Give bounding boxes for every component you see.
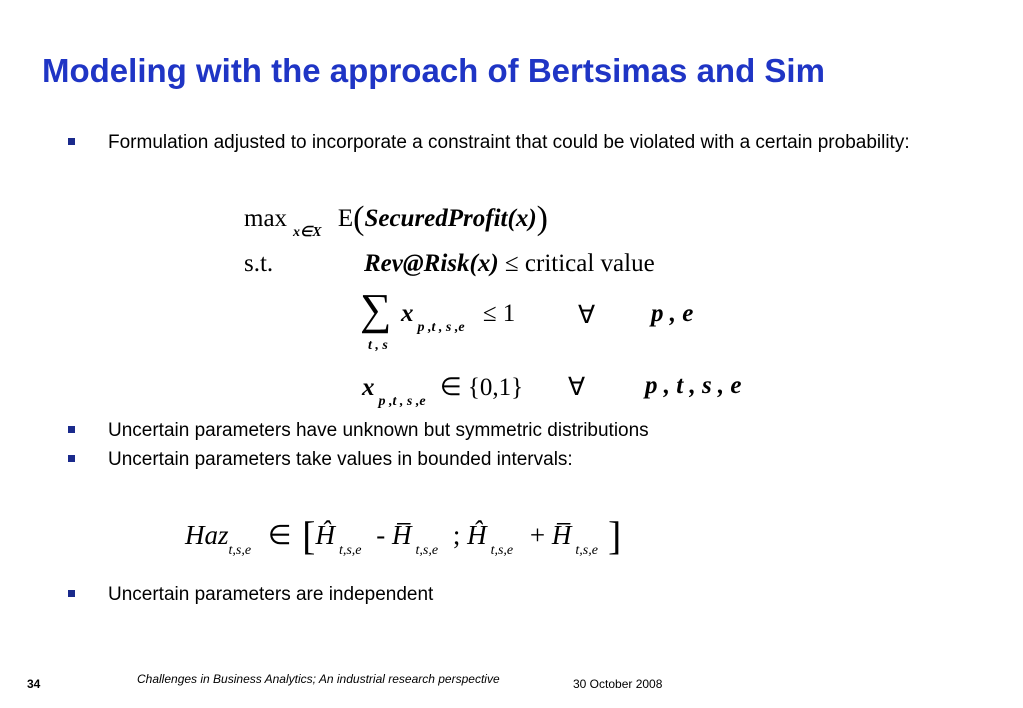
objective-right-paren: ) bbox=[536, 200, 548, 237]
leq-symbol: ≤ bbox=[504, 250, 519, 277]
bullet-marker bbox=[68, 590, 75, 597]
footer-date: 30 October 2008 bbox=[573, 677, 663, 691]
binary-constraint bbox=[362, 372, 524, 409]
summation-subscript: t , s bbox=[368, 338, 388, 353]
max-operator: max bbox=[244, 205, 288, 232]
bullet-text: Uncertain parameters take values in bounded intervals: bbox=[108, 449, 573, 470]
element-of-symbol: ∈ bbox=[267, 520, 292, 550]
h-hat-term: Ĥ bbox=[315, 520, 335, 550]
h-hat-subscript: t,s,e bbox=[338, 543, 362, 558]
h-bar-term: H̅ bbox=[551, 520, 572, 550]
bullet-text: Uncertain parameters are independent bbox=[108, 584, 434, 605]
left-bracket: [ bbox=[302, 513, 316, 558]
h-hat-term: Ĥ bbox=[467, 520, 487, 550]
bullet-marker bbox=[68, 138, 75, 145]
binary-index-set: p , t , s , e bbox=[645, 372, 742, 399]
constraint-index-set: p , e bbox=[651, 300, 694, 327]
objective-left-paren: ( bbox=[353, 200, 365, 237]
slide-title: Modeling with the approach of Bertsimas and Sim bbox=[42, 52, 825, 89]
assignment-constraint bbox=[401, 300, 516, 335]
max-subscript: x∈X bbox=[293, 225, 322, 240]
haz-term: Haz bbox=[185, 520, 229, 550]
leq-one: ≤ 1 bbox=[482, 300, 516, 327]
right-bracket: ] bbox=[607, 513, 622, 558]
footer-caption: Challenges in Business Analytics; An industrial research perspective bbox=[137, 672, 500, 686]
h-bar-subscript: t,s,e bbox=[575, 543, 598, 558]
critical-value-term: critical value bbox=[524, 250, 655, 277]
page-number: 34 bbox=[27, 677, 41, 691]
bullet-marker bbox=[68, 455, 75, 462]
x-variable: x bbox=[401, 300, 414, 327]
h-hat-subscript: t,s,e bbox=[490, 543, 514, 558]
secured-profit-term: SecuredProfit(x) bbox=[364, 205, 537, 232]
rev-risk-constraint bbox=[364, 250, 655, 278]
bullet-marker bbox=[68, 426, 75, 433]
x-subscript: p ,t , s ,e bbox=[417, 320, 465, 335]
expectation-operator: E bbox=[337, 205, 354, 232]
binary-set: ∈ {0,1} bbox=[439, 374, 524, 401]
plus-symbol: + bbox=[529, 520, 546, 550]
x-variable: x bbox=[362, 374, 375, 401]
rev-at-risk-term: Rev@Risk(x) bbox=[364, 250, 499, 277]
st-label: s.t. bbox=[244, 250, 274, 277]
objective-line bbox=[244, 197, 548, 240]
minus-symbol: - bbox=[376, 520, 386, 550]
h-bar-term: H̅ bbox=[392, 520, 412, 550]
summation-symbol: ∑ bbox=[360, 285, 392, 334]
bullet-text: Formulation adjusted to incorporate a constraint that could be violated with a certain probability: bbox=[108, 132, 910, 153]
h-bar-subscript: t,s,e bbox=[415, 543, 439, 558]
forall-symbol: ∀ bbox=[568, 374, 586, 401]
forall-symbol: ∀ bbox=[578, 302, 596, 329]
semicolon-symbol: ; bbox=[452, 520, 461, 550]
haz-subscript: t,s,e bbox=[228, 543, 252, 558]
x-subscript: p ,t , s ,e bbox=[378, 394, 426, 409]
interval-formula bbox=[185, 507, 622, 558]
bullet-text: Uncertain parameters have unknown but symmetric distributions bbox=[108, 420, 649, 441]
